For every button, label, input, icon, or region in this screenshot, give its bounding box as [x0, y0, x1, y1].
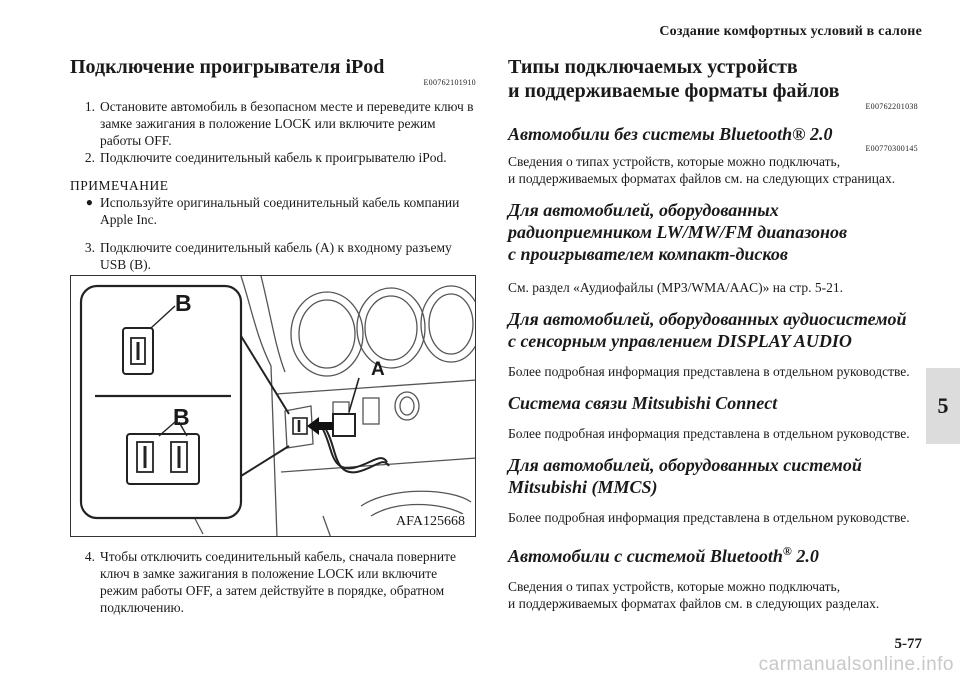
- bullet-icon: ●: [85, 195, 93, 209]
- step-text: Подключите соединительный кабель к проигрывателю iPod.: [100, 150, 447, 165]
- note-title: ПРИМЕЧАНИЕ: [70, 178, 169, 193]
- step-number: 2.: [84, 150, 95, 165]
- device-types-code: E00762201038: [865, 102, 918, 111]
- ipod-section-title: Подключение проигрывателя iPod: [70, 56, 385, 78]
- text-line: и поддерживаемых форматах файлов см. в следующих разделах.: [508, 596, 880, 611]
- mmcs-text: Более подробная информация представлена в отдельном руководстве.: [508, 510, 910, 525]
- title-line: радиоприемником LW/MW/FM диапазонов: [508, 222, 848, 242]
- registered-mark: ®: [782, 544, 792, 558]
- label-b-bottom: B: [173, 404, 190, 430]
- text-line: и поддерживаемых форматах файлов см. на следующих страницах.: [508, 171, 896, 186]
- radio-cd-title: [508, 199, 918, 265]
- mitsubishi-connect-title: Система связи Mitsubishi Connect: [508, 393, 778, 413]
- display-audio-title: [508, 308, 918, 352]
- title-line: Mitsubishi (MMCS): [508, 477, 658, 497]
- left-column: [70, 55, 476, 273]
- note-item: [70, 194, 476, 228]
- text-line: Сведения о типах устройств, которые можно подключать,: [508, 154, 841, 169]
- device-types-title: [508, 55, 918, 103]
- title-line: Для автомобилей, оборудованных аудиосистемой: [508, 309, 907, 329]
- step-number: 1.: [84, 99, 95, 114]
- usb-illustration: [71, 276, 476, 537]
- steps-a: [70, 98, 476, 166]
- no-bluetooth-text: [508, 153, 918, 187]
- title-main: Автомобили с системой Bluetooth: [508, 546, 783, 566]
- label-a: A: [371, 359, 385, 380]
- with-bluetooth-text: [508, 578, 918, 612]
- usb-connection-figure: [70, 275, 476, 537]
- title-line: Для автомобилей, оборудованных: [508, 200, 779, 220]
- mmcs-title: [508, 454, 918, 498]
- radio-cd-text: См. раздел «Аудиофайлы (MP3/WMA/AAC)» на стр. 5-21.: [508, 280, 843, 295]
- title-line: Для автомобилей, оборудованных системой: [508, 455, 862, 475]
- device-types-title-line2: и поддерживаемые форматы файлов: [508, 80, 840, 102]
- device-types-title-line1: Типы подключаемых устройств: [508, 56, 798, 78]
- left-column-bottom: [70, 548, 476, 616]
- chapter-tab: [926, 368, 960, 444]
- title-line: с сенсорным управлением DISPLAY AUDIO: [508, 331, 852, 351]
- figure-code: AFA125668: [396, 514, 465, 529]
- title-line: с проигрывателем компакт-дисков: [508, 244, 788, 264]
- note-text: Используйте оригинальный соединительный кабель компании Apple Inc.: [100, 195, 460, 227]
- no-bluetooth-title: Автомобили без системы Bluetooth® 2.0: [508, 124, 833, 144]
- step-4: [70, 548, 476, 616]
- step-text: Остановите автомобиль в безопасном месте и переведите ключ в замке зажигания в положение LOCK или включите режим работы OFF.: [100, 99, 474, 148]
- page-number: 5-77: [894, 636, 922, 652]
- watermark: carmanualsonline.info: [758, 654, 954, 675]
- display-audio-text: Более подробная информация представлена в отдельном руководстве.: [508, 364, 910, 379]
- running-header: Создание комфортных условий в салоне: [659, 24, 922, 39]
- right-column: [508, 55, 918, 612]
- mitsubishi-connect-text: Более подробная информация представлена в отдельном руководстве.: [508, 426, 910, 441]
- step-number: 4.: [84, 549, 95, 564]
- label-b-top: B: [175, 290, 192, 316]
- step-2: [70, 149, 476, 166]
- chapter-tab-number: 5: [937, 393, 949, 418]
- text-line: Сведения о типах устройств, которые можно подключать,: [508, 579, 841, 594]
- step-1: [70, 98, 476, 149]
- title-end: 2.0: [791, 546, 819, 566]
- no-bluetooth-code: E00770300145: [865, 144, 918, 153]
- step-3: [70, 239, 476, 273]
- step-number: 3.: [84, 240, 95, 255]
- ipod-section-code: E00762101910: [423, 78, 476, 87]
- step-text: Чтобы отключить соединительный кабель, сначала поверните ключ в замке зажигания в положение LOCK или включите режим работы OFF, а затем действуйте в порядке, обратном подключению.: [100, 549, 456, 615]
- with-bluetooth-title: [508, 540, 918, 567]
- inset-panel: [81, 286, 289, 518]
- step-text: Подключите соединительный кабель (A) к входному разъему USB (B).: [100, 240, 452, 272]
